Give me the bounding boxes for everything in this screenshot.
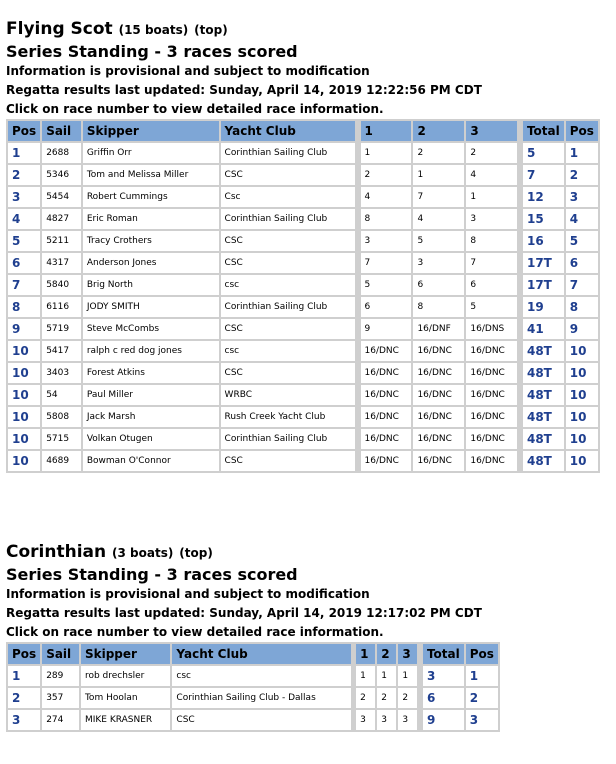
yacht-club-cell: Corinthian Sailing Club (221, 143, 355, 163)
table-row (8, 275, 598, 295)
final-position-cell: 7 (566, 275, 598, 295)
table-row (8, 165, 598, 185)
final-position-cell: 2 (566, 165, 598, 185)
col-pos: Pos (8, 644, 40, 664)
final-position-cell: 6 (566, 253, 598, 273)
table-row (8, 209, 598, 229)
col-gap (519, 121, 521, 141)
gap-cell (419, 688, 421, 708)
final-position-cell: 8 (566, 297, 598, 317)
yacht-club-cell: Corinthian Sailing Club (221, 209, 355, 229)
yacht-club-cell: Csc (221, 187, 355, 207)
total-points-cell: 6 (423, 688, 464, 708)
race-2-score: 3 (413, 253, 464, 273)
gap-cell (357, 209, 359, 229)
gap-cell (519, 341, 521, 361)
race-3-score: 16/DNC (466, 341, 517, 361)
race-3-score: 16/DNC (466, 451, 517, 471)
position-cell: 4 (8, 209, 40, 229)
race-1-score: 3 (361, 231, 412, 251)
race-3-score: 2 (398, 688, 417, 708)
table-row (8, 666, 498, 686)
race-2-score: 1 (377, 666, 396, 686)
position-cell: 1 (8, 666, 40, 686)
gap-cell (357, 253, 359, 273)
position-cell: 10 (8, 407, 40, 427)
final-position-cell: 1 (566, 143, 598, 163)
sail-number-cell: 5454 (42, 187, 81, 207)
table-row (8, 143, 598, 163)
table-row (8, 429, 598, 449)
skipper-cell: rob drechsler (81, 666, 170, 686)
race-3-score: 7 (466, 253, 517, 273)
race-1-score: 1 (361, 143, 412, 163)
sail-number-cell: 6116 (42, 297, 81, 317)
class-section-flying-scot (6, 18, 594, 468)
gap-cell (353, 710, 355, 730)
race-2-score: 3 (377, 710, 396, 730)
yacht-club-cell: csc (172, 666, 350, 686)
top-link[interactable]: (top) (194, 23, 228, 37)
gap-cell (357, 451, 359, 471)
race-1-score: 4 (361, 187, 412, 207)
race-1-score: 6 (361, 297, 412, 317)
col-sail: Sail (42, 121, 81, 141)
race-1-score: 3 (356, 710, 375, 730)
final-position-cell: 2 (466, 688, 498, 708)
gap-cell (519, 297, 521, 317)
gap-cell (357, 231, 359, 251)
final-position-cell: 10 (566, 341, 598, 361)
gap-cell (357, 341, 359, 361)
total-points-cell: 48T (523, 429, 564, 449)
sail-number-cell: 4827 (42, 209, 81, 229)
col-gap (419, 644, 421, 664)
race-1-score: 2 (361, 165, 412, 185)
race-3-score: 16/DNC (466, 385, 517, 405)
yacht-club-cell: Corinthian Sailing Club (221, 297, 355, 317)
position-cell: 10 (8, 385, 40, 405)
skipper-cell: MIKE KRASNER (81, 710, 170, 730)
col-race-1[interactable]: 1 (361, 121, 412, 141)
table-row (8, 385, 598, 405)
race-2-score: 16/DNF (413, 319, 464, 339)
col-race-1[interactable]: 1 (356, 644, 375, 664)
skipper-cell: Forest Atkins (83, 363, 219, 383)
yacht-club-cell: WRBC (221, 385, 355, 405)
yacht-club-cell: CSC (172, 710, 350, 730)
boat-count: (15 boats) (118, 23, 189, 37)
race-1-score: 1 (356, 666, 375, 686)
race-2-score: 1 (413, 165, 464, 185)
boat-count: (3 boats) (112, 546, 174, 560)
position-cell: 10 (8, 341, 40, 361)
race-2-score: 8 (413, 297, 464, 317)
col-race-2[interactable]: 2 (377, 644, 396, 664)
race-3-score: 1 (398, 666, 417, 686)
class-name: Corinthian (6, 542, 107, 562)
yacht-club-cell: Corinthian Sailing Club (221, 429, 355, 449)
col-race-2[interactable]: 2 (413, 121, 464, 141)
position-cell: 10 (8, 429, 40, 449)
total-points-cell: 48T (523, 407, 564, 427)
position-cell: 10 (8, 451, 40, 471)
gap-cell (357, 297, 359, 317)
race-3-score: 5 (466, 297, 517, 317)
race-2-score: 16/DNC (413, 429, 464, 449)
race-1-score: 16/DNC (361, 429, 412, 449)
gap-cell (519, 165, 521, 185)
final-position-cell: 4 (566, 209, 598, 229)
col-final-pos: Pos (566, 121, 598, 141)
yacht-club-cell: CSC (221, 363, 355, 383)
skipper-cell: JODY SMITH (83, 297, 219, 317)
gap-cell (357, 143, 359, 163)
final-position-cell: 1 (466, 666, 498, 686)
skipper-cell: Anderson Jones (83, 253, 219, 273)
header-row (8, 644, 498, 664)
col-skipper: Skipper (81, 644, 170, 664)
table-row (8, 231, 598, 251)
race-2-score: 6 (413, 275, 464, 295)
sail-number-cell: 54 (42, 385, 81, 405)
col-skipper: Skipper (83, 121, 219, 141)
col-yacht-club: Yacht Club (172, 644, 350, 664)
gap-cell (353, 688, 355, 708)
race-1-score: 16/DNC (361, 407, 412, 427)
table-row (8, 363, 598, 383)
position-cell: 9 (8, 319, 40, 339)
gap-cell (357, 275, 359, 295)
click-note: Click on race number to view detailed race information. (6, 102, 384, 116)
sail-number-cell: 4689 (42, 451, 81, 471)
class-title (6, 541, 482, 564)
gap-cell (519, 143, 521, 163)
sail-number-cell: 4317 (42, 253, 81, 273)
gap-cell (519, 429, 521, 449)
provisional-note: Information is provisional and subject to modification (6, 64, 370, 78)
race-3-score: 4 (466, 165, 517, 185)
race-2-score: 16/DNC (413, 341, 464, 361)
position-cell: 10 (8, 363, 40, 383)
sail-number-cell: 357 (42, 688, 79, 708)
race-1-score: 2 (356, 688, 375, 708)
final-position-cell: 5 (566, 231, 598, 251)
final-position-cell: 10 (566, 385, 598, 405)
yacht-club-cell: csc (221, 275, 355, 295)
skipper-cell: Tom Hoolan (81, 688, 170, 708)
yacht-club-cell: CSC (221, 319, 355, 339)
sail-number-cell: 3403 (42, 363, 81, 383)
col-final-pos: Pos (466, 644, 498, 664)
race-2-score: 16/DNC (413, 385, 464, 405)
final-position-cell: 3 (466, 710, 498, 730)
race-1-score: 16/DNC (361, 385, 412, 405)
race-2-score: 16/DNC (413, 363, 464, 383)
total-points-cell: 7 (523, 165, 564, 185)
gap-cell (353, 666, 355, 686)
last-updated: Regatta results last updated: Sunday, April 14, 2019 12:17:02 PM CDT (6, 606, 482, 620)
last-updated: Regatta results last updated: Sunday, April 14, 2019 12:22:56 PM CDT (6, 83, 482, 97)
sail-number-cell: 289 (42, 666, 79, 686)
total-points-cell: 17T (523, 253, 564, 273)
gap-cell (519, 187, 521, 207)
sail-number-cell: 5211 (42, 231, 81, 251)
series-standing: Series Standing - 3 races scored (6, 565, 298, 584)
skipper-cell: Eric Roman (83, 209, 219, 229)
position-cell: 3 (8, 710, 40, 730)
gap-cell (519, 363, 521, 383)
race-3-score: 6 (466, 275, 517, 295)
race-2-score: 16/DNC (413, 407, 464, 427)
total-points-cell: 3 (423, 666, 464, 686)
race-3-score: 1 (466, 187, 517, 207)
position-cell: 1 (8, 143, 40, 163)
race-1-score: 9 (361, 319, 412, 339)
click-note: Click on race number to view detailed race information. (6, 625, 384, 639)
skipper-cell: Steve McCombs (83, 319, 219, 339)
race-1-score: 16/DNC (361, 341, 412, 361)
total-points-cell: 48T (523, 363, 564, 383)
table-row (8, 407, 598, 427)
gap-cell (419, 710, 421, 730)
header-row (8, 121, 598, 141)
col-gap (357, 121, 359, 141)
gap-cell (357, 385, 359, 405)
race-2-score: 7 (413, 187, 464, 207)
total-points-cell: 17T (523, 275, 564, 295)
sail-number-cell: 5808 (42, 407, 81, 427)
skipper-cell: Tom and Melissa Miller (83, 165, 219, 185)
top-link[interactable]: (top) (179, 546, 213, 560)
col-total: Total (523, 121, 564, 141)
table-row (8, 253, 598, 273)
race-3-score: 3 (398, 710, 417, 730)
position-cell: 3 (8, 187, 40, 207)
skipper-cell: Volkan Otugen (83, 429, 219, 449)
skipper-cell: Brig North (83, 275, 219, 295)
gap-cell (519, 231, 521, 251)
position-cell: 5 (8, 231, 40, 251)
skipper-cell: ralph c red dog jones (83, 341, 219, 361)
total-points-cell: 48T (523, 341, 564, 361)
gap-cell (357, 319, 359, 339)
final-position-cell: 10 (566, 407, 598, 427)
gap-cell (357, 407, 359, 427)
position-cell: 6 (8, 253, 40, 273)
results-table (6, 119, 600, 473)
skipper-cell: Paul Miller (83, 385, 219, 405)
sail-number-cell: 5346 (42, 165, 81, 185)
race-1-score: 8 (361, 209, 412, 229)
race-2-score: 2 (377, 688, 396, 708)
col-total: Total (423, 644, 464, 664)
table-row (8, 341, 598, 361)
position-cell: 2 (8, 165, 40, 185)
race-1-score: 5 (361, 275, 412, 295)
yacht-club-cell: CSC (221, 253, 355, 273)
total-points-cell: 5 (523, 143, 564, 163)
gap-cell (357, 429, 359, 449)
table-row (8, 710, 498, 730)
yacht-club-cell: Corinthian Sailing Club - Dallas (172, 688, 350, 708)
yacht-club-cell: Rush Creek Yacht Club (221, 407, 355, 427)
gap-cell (519, 275, 521, 295)
gap-cell (357, 363, 359, 383)
total-points-cell: 9 (423, 710, 464, 730)
position-cell: 7 (8, 275, 40, 295)
skipper-cell: Bowman O'Connor (83, 451, 219, 471)
position-cell: 2 (8, 688, 40, 708)
yacht-club-cell: CSC (221, 165, 355, 185)
gap-cell (419, 666, 421, 686)
sail-number-cell: 2688 (42, 143, 81, 163)
skipper-cell: Griffin Orr (83, 143, 219, 163)
table-row (8, 688, 498, 708)
yacht-club-cell: csc (221, 341, 355, 361)
class-section-corinthian (6, 541, 494, 727)
race-3-score: 16/DNS (466, 319, 517, 339)
table-row (8, 187, 598, 207)
race-2-score: 4 (413, 209, 464, 229)
total-points-cell: 41 (523, 319, 564, 339)
total-points-cell: 48T (523, 451, 564, 471)
total-points-cell: 48T (523, 385, 564, 405)
skipper-cell: Tracy Crothers (83, 231, 219, 251)
race-3-score: 3 (466, 209, 517, 229)
col-pos: Pos (8, 121, 40, 141)
col-gap (353, 644, 355, 664)
col-race-3[interactable]: 3 (466, 121, 517, 141)
race-3-score: 16/DNC (466, 363, 517, 383)
final-position-cell: 10 (566, 451, 598, 471)
final-position-cell: 3 (566, 187, 598, 207)
skipper-cell: Robert Cummings (83, 187, 219, 207)
sail-number-cell: 274 (42, 710, 79, 730)
sail-number-cell: 5840 (42, 275, 81, 295)
race-2-score: 5 (413, 231, 464, 251)
race-2-score: 16/DNC (413, 451, 464, 471)
race-1-score: 16/DNC (361, 451, 412, 471)
gap-cell (519, 407, 521, 427)
col-race-3[interactable]: 3 (398, 644, 417, 664)
sail-number-cell: 5719 (42, 319, 81, 339)
race-3-score: 16/DNC (466, 429, 517, 449)
col-sail: Sail (42, 644, 79, 664)
total-points-cell: 12 (523, 187, 564, 207)
gap-cell (519, 319, 521, 339)
sail-number-cell: 5715 (42, 429, 81, 449)
yacht-club-cell: CSC (221, 231, 355, 251)
total-points-cell: 16 (523, 231, 564, 251)
final-position-cell: 10 (566, 363, 598, 383)
race-1-score: 16/DNC (361, 363, 412, 383)
table-row (8, 319, 598, 339)
gap-cell (357, 187, 359, 207)
provisional-note: Information is provisional and subject to modification (6, 587, 370, 601)
series-standing: Series Standing - 3 races scored (6, 42, 298, 61)
race-2-score: 2 (413, 143, 464, 163)
race-1-score: 7 (361, 253, 412, 273)
gap-cell (519, 253, 521, 273)
gap-cell (357, 165, 359, 185)
total-points-cell: 19 (523, 297, 564, 317)
final-position-cell: 9 (566, 319, 598, 339)
col-yacht-club: Yacht Club (221, 121, 355, 141)
table-row (8, 297, 598, 317)
class-name: Flying Scot (6, 19, 113, 39)
sail-number-cell: 5417 (42, 341, 81, 361)
race-3-score: 16/DNC (466, 407, 517, 427)
yacht-club-cell: CSC (221, 451, 355, 471)
gap-cell (519, 451, 521, 471)
skipper-cell: Jack Marsh (83, 407, 219, 427)
class-title (6, 18, 482, 41)
total-points-cell: 15 (523, 209, 564, 229)
results-table (6, 642, 500, 732)
table-row (8, 451, 598, 471)
gap-cell (519, 209, 521, 229)
final-position-cell: 10 (566, 429, 598, 449)
gap-cell (519, 385, 521, 405)
race-3-score: 2 (466, 143, 517, 163)
position-cell: 8 (8, 297, 40, 317)
race-3-score: 8 (466, 231, 517, 251)
